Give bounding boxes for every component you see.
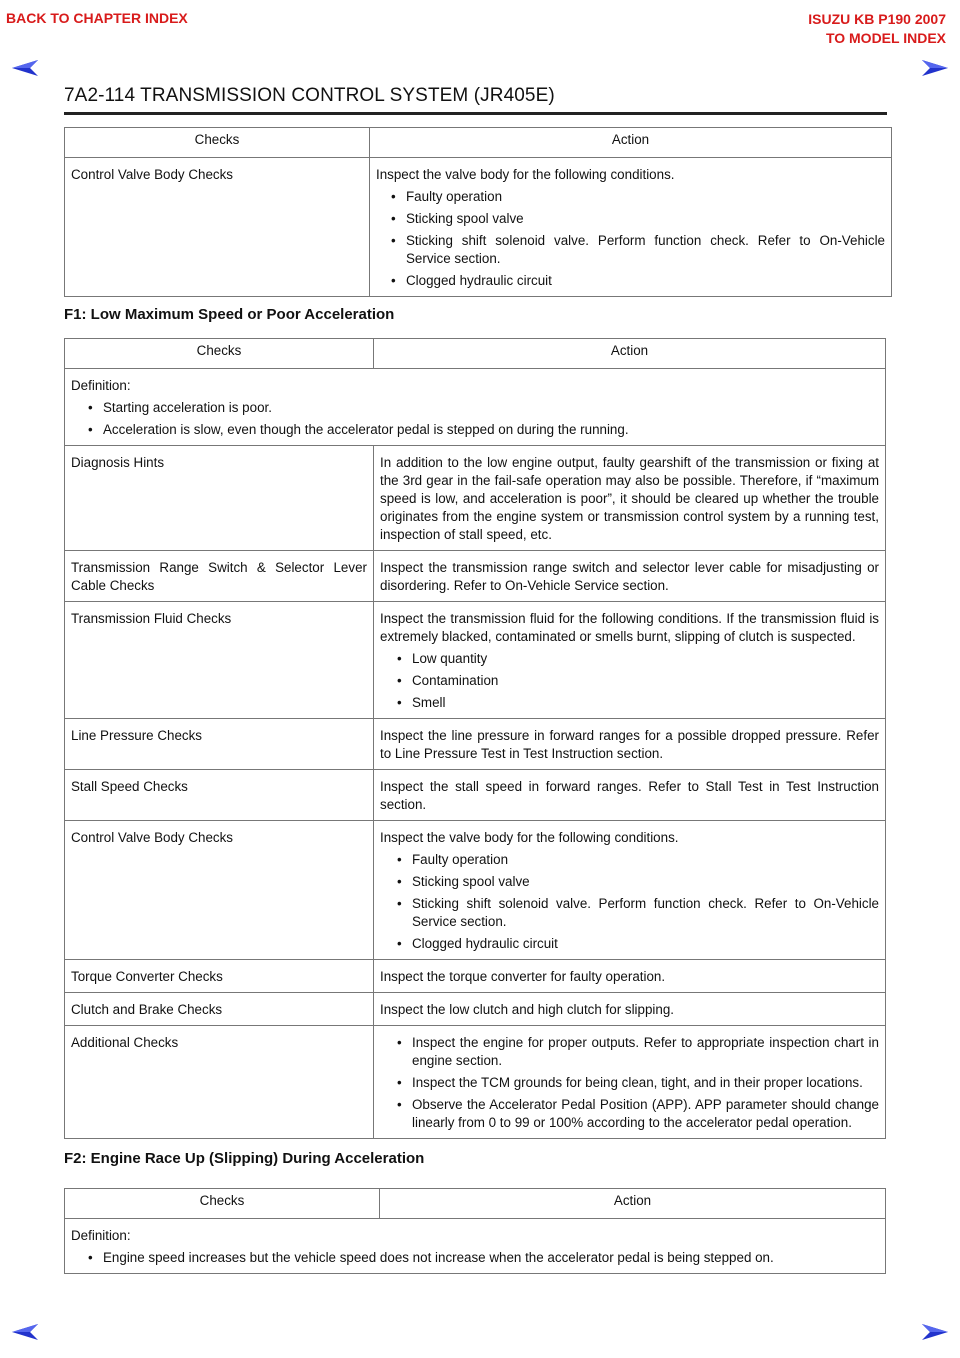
checks-table-continued: [64, 127, 892, 297]
check-name: Control Valve Body Checks: [65, 158, 370, 297]
list-item: • Low quantity: [412, 650, 879, 668]
table-row: [65, 993, 886, 1026]
list-item: • Clogged hydraulic circuit: [406, 272, 885, 290]
table-row: [65, 719, 886, 770]
check-name: Line Pressure Checks: [65, 719, 374, 770]
definition-list: [71, 1249, 879, 1267]
definition-cell: Definition: • Starting acceleration is poor. • Acceleration is slow, even though the accelerator pedal is stepped on during the running.: [65, 369, 886, 446]
section-heading-f2: F2: Engine Race Up (Slipping) During Acceleration: [64, 1150, 425, 1167]
list-item: • Acceleration is slow, even though the accelerator pedal is stepped on during the running.: [103, 421, 879, 439]
check-action: In addition to the low engine output, faulty gearshift of the transmission or fixing at the 3rd gear in the fail-safe operation may also be possible. Therefore, if “maximum speed is low, and acceleration is poor”, it should be cleared up whether the trouble originates from the engine system or transmission control system by a running test, inspection of stall speed, etc.: [374, 446, 886, 551]
col-action: Action: [374, 339, 886, 369]
list-item: • Sticking shift solenoid valve. Perform function check. Refer to On-Vehicle Service section.: [406, 232, 885, 268]
check-action: Inspect the valve body for the following conditions. • Faulty operation • Sticking spool valve • Sticking shift solenoid valve. Perform function check. Refer to On-Vehicle Service section. • Clogged hydraulic circuit: [374, 821, 886, 960]
check-name: Torque Converter Checks: [65, 960, 374, 993]
list-item: • Sticking spool valve: [412, 873, 879, 891]
condition-list: [376, 188, 885, 290]
list-item: • Contamination: [412, 672, 879, 690]
list-item: • Inspect the engine for proper outputs. Refer to appropriate inspection chart in engine section.: [412, 1034, 879, 1070]
header-rule: [64, 112, 887, 115]
check-action: [374, 1026, 886, 1139]
list-item: • Faulty operation: [412, 851, 879, 869]
prev-page-icon[interactable]: [10, 1322, 40, 1342]
list-item: • Sticking shift solenoid valve. Perform function check. Refer to On-Vehicle Service section.: [412, 895, 879, 931]
condition-list: [380, 650, 879, 712]
table-row: [65, 821, 886, 960]
check-name: Clutch and Brake Checks: [65, 993, 374, 1026]
col-checks: Checks: [65, 1189, 380, 1219]
check-name: Transmission Range Switch & Selector Lever Cable Checks: [65, 551, 374, 602]
check-action: Inspect the transmission fluid for the following conditions. If the transmission fluid is extremely blacked, contaminated or smells burnt, slipping of clutch is suspected. • Low quantity • Contamination • Smell: [374, 602, 886, 719]
check-action: Inspect the line pressure in forward ranges for a possible dropped pressure. Refer to Line Pressure Test in Test Instruction section.: [374, 719, 886, 770]
check-name: Diagnosis Hints: [65, 446, 374, 551]
table-row: [65, 1219, 886, 1274]
col-checks: Checks: [65, 339, 374, 369]
model-index-link[interactable]: [808, 10, 946, 48]
next-page-icon[interactable]: [920, 1322, 950, 1342]
model-name: ISUZU KB P190 2007: [808, 11, 946, 27]
checks-table-f2: [64, 1188, 886, 1274]
check-action: Inspect the valve body for the following conditions. • Faulty operation • Sticking spool valve • Sticking shift solenoid valve. Perform function check. Refer to On-Vehicle Service section. • Clogged hydraulic circuit: [370, 158, 892, 297]
check-action: Inspect the low clutch and high clutch for slipping.: [374, 993, 886, 1026]
definition-cell: Definition: • Engine speed increases but the vehicle speed does not increase when the accelerator pedal is being stepped on.: [65, 1219, 886, 1274]
table-row: [65, 960, 886, 993]
check-action: Inspect the transmission range switch and selector lever cable for misadjusting or disordering. Refer to On-Vehicle Service section.: [374, 551, 886, 602]
check-action: Inspect the stall speed in forward ranges. Refer to Stall Test in Test Instruction section.: [374, 770, 886, 821]
table-row: [65, 1026, 886, 1139]
definition-list: [71, 399, 879, 439]
check-name: Transmission Fluid Checks: [65, 602, 374, 719]
list-item: • Engine speed increases but the vehicle speed does not increase when the accelerator pedal is being stepped on.: [103, 1249, 879, 1267]
table-row: [65, 770, 886, 821]
prev-page-icon[interactable]: [10, 58, 40, 78]
list-item: • Observe the Accelerator Pedal Position (APP). APP parameter should change linearly from 0 to 99 or 100% according to the accelerator pedal operation.: [412, 1096, 879, 1132]
col-checks: Checks: [65, 128, 370, 158]
col-action: Action: [370, 128, 892, 158]
list-item: • Inspect the TCM grounds for being clean, tight, and in their proper locations.: [412, 1074, 879, 1092]
table-row: [65, 602, 886, 719]
to-model-index-label: TO MODEL INDEX: [825, 30, 946, 46]
condition-list: [380, 851, 879, 953]
check-name: Control Valve Body Checks: [65, 821, 374, 960]
section-heading-f1: F1: Low Maximum Speed or Poor Acceleration: [64, 306, 395, 323]
list-item: • Smell: [412, 694, 879, 712]
list-item: • Clogged hydraulic circuit: [412, 935, 879, 953]
table-row: [65, 446, 886, 551]
table-row: [65, 369, 886, 446]
page-header: 7A2-114 TRANSMISSION CONTROL SYSTEM (JR405E): [64, 85, 555, 106]
list-item: • Faulty operation: [406, 188, 885, 206]
condition-list: [380, 1034, 879, 1132]
list-item: • Starting acceleration is poor.: [103, 399, 879, 417]
check-name: Additional Checks: [65, 1026, 374, 1139]
table-row: [65, 551, 886, 602]
next-page-icon[interactable]: [920, 58, 950, 78]
checks-table-f1: [64, 338, 886, 1139]
col-action: Action: [380, 1189, 886, 1219]
back-to-chapter-index-link[interactable]: BACK TO CHAPTER INDEX: [6, 10, 188, 26]
check-name: Stall Speed Checks: [65, 770, 374, 821]
table-row: [65, 158, 892, 297]
list-item: • Sticking spool valve: [406, 210, 885, 228]
check-action: Inspect the torque converter for faulty operation.: [374, 960, 886, 993]
